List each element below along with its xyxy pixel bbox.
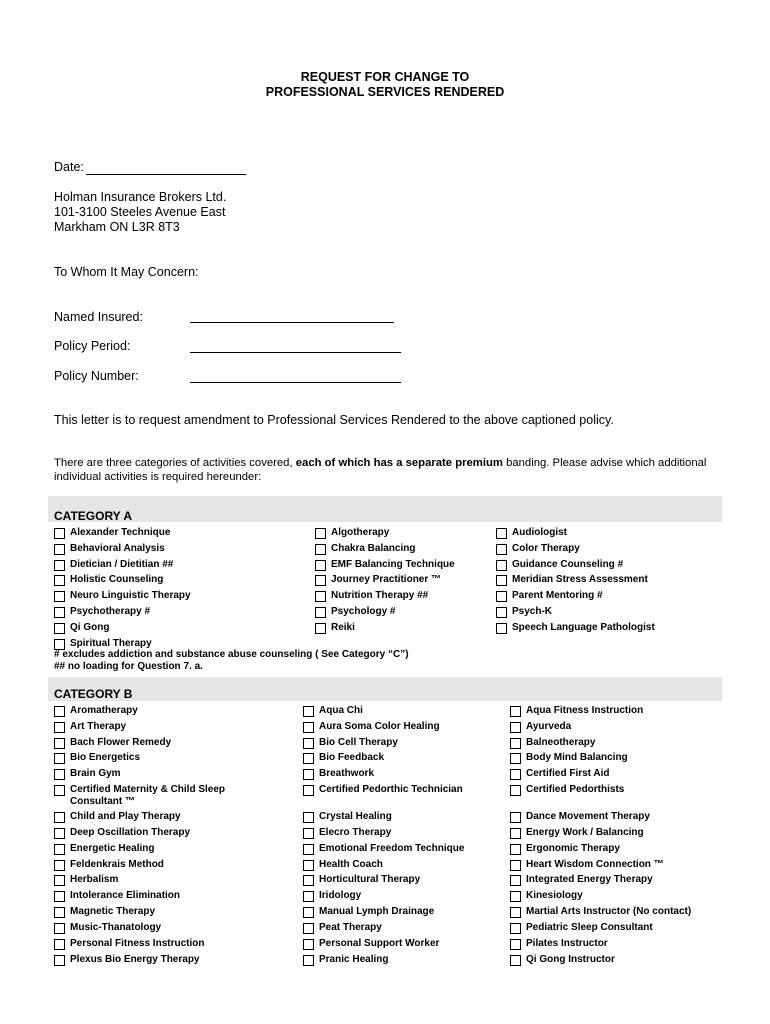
checkbox-label: Journey Practitioner ™ (331, 574, 442, 585)
checkbox[interactable] (303, 939, 314, 950)
checkbox-label: Herbalism (70, 874, 119, 885)
policy-period-field[interactable] (190, 352, 401, 353)
policy-number-label: Policy Number: (54, 369, 139, 383)
checkbox-label: Color Therapy (512, 543, 580, 554)
checkbox[interactable] (303, 891, 314, 902)
checkbox[interactable] (54, 607, 65, 618)
checkbox-item[interactable] (303, 843, 464, 854)
checkbox-label: Spiritual Therapy (70, 638, 152, 649)
checkbox-item[interactable] (510, 954, 615, 965)
checkbox-item[interactable] (496, 606, 552, 617)
checkbox-item[interactable] (303, 938, 439, 949)
checkbox-item[interactable] (303, 827, 391, 838)
checkbox-item[interactable] (54, 543, 165, 554)
document-title (0, 70, 770, 100)
checkbox-label: Personal Support Worker (319, 938, 440, 949)
checkbox-label: Energy Work / Balancing (526, 827, 644, 838)
checkbox-item[interactable] (510, 752, 628, 763)
checkbox[interactable] (54, 738, 65, 749)
checkbox-item[interactable] (510, 705, 643, 716)
checkbox-label: Breathwork (319, 768, 375, 779)
intro-bold: each of which has a separate premium (295, 457, 503, 469)
checkbox-label: Art Therapy (70, 721, 127, 732)
checkbox[interactable] (54, 891, 65, 902)
checkbox[interactable] (54, 875, 65, 886)
checkbox[interactable] (54, 907, 65, 918)
checkbox-item[interactable] (315, 590, 428, 601)
checkbox-item[interactable] (54, 811, 181, 822)
checkbox-label: Balneotherapy (526, 737, 596, 748)
checkbox-item[interactable] (303, 721, 440, 732)
checkbox-label: Reiki (331, 622, 355, 633)
policy-period-label: Policy Period: (54, 339, 131, 353)
checkbox[interactable] (510, 785, 521, 796)
checkbox-item[interactable] (496, 574, 648, 585)
checkbox[interactable] (54, 623, 65, 634)
checkbox-label: Horticultural Therapy (319, 874, 421, 885)
checkbox-label: Aqua Fitness Instruction (526, 705, 644, 716)
checkbox[interactable] (54, 955, 65, 966)
checkbox[interactable] (54, 828, 65, 839)
checkbox-label: Aura Soma Color Healing (319, 721, 440, 732)
checkbox-item[interactable] (54, 752, 140, 763)
checkbox-item[interactable] (54, 938, 204, 949)
checkbox-label: Kinesiology (526, 890, 583, 901)
checkbox[interactable] (510, 812, 521, 823)
checkbox-item[interactable] (496, 543, 580, 554)
policy-number-field[interactable] (190, 382, 401, 383)
checkbox-label: Child and Play Therapy (70, 811, 181, 822)
checkbox[interactable] (315, 607, 326, 618)
checkbox-label: Certified Pedorthists (526, 784, 625, 795)
category-a-note-2: ## no loading for Question 7. a. (54, 661, 203, 672)
checkbox[interactable] (510, 860, 521, 871)
checkbox-item[interactable] (315, 574, 441, 585)
checkbox-item[interactable] (315, 606, 395, 617)
checkbox[interactable] (303, 812, 314, 823)
checkbox[interactable] (54, 785, 65, 796)
checkbox[interactable] (496, 544, 507, 555)
checkbox[interactable] (510, 844, 521, 855)
checkbox-label: Pranic Healing (319, 954, 389, 965)
checkbox-label: Martial Arts Instructor (No contact) (526, 906, 692, 917)
checkbox-item[interactable] (510, 890, 583, 901)
checkbox[interactable] (510, 753, 521, 764)
checkbox-label: Crystal Healing (319, 811, 392, 822)
checkbox-label: Ergonomic Therapy (526, 843, 620, 854)
checkbox[interactable] (510, 907, 521, 918)
checkbox[interactable] (510, 828, 521, 839)
checkbox-label: Pilates Instructor (526, 938, 608, 949)
checkbox-label: Behavioral Analysis (70, 543, 165, 554)
checkbox[interactable] (303, 769, 314, 780)
checkbox-label: Heart Wisdom Connection ™ (526, 859, 664, 870)
checkbox[interactable] (496, 591, 507, 602)
checkbox[interactable] (510, 939, 521, 950)
checkbox[interactable] (54, 769, 65, 780)
checkbox-item[interactable] (54, 954, 200, 965)
named-insured-label: Named Insured: (54, 310, 143, 324)
checkbox-label: Neuro Linguistic Therapy (70, 590, 191, 601)
checkbox-label: Parent Mentoring # (512, 590, 603, 601)
checkbox-item[interactable] (54, 590, 191, 601)
checkbox-item[interactable] (315, 559, 455, 570)
checkbox-item[interactable] (510, 721, 571, 732)
checkbox-item[interactable] (54, 737, 171, 748)
checkbox-label: Peat Therapy (319, 922, 382, 933)
checkbox-label: Magnetic Therapy (70, 906, 156, 917)
checkbox-label: Ayurveda (526, 721, 572, 732)
salutation: To Whom It May Concern: (54, 265, 199, 279)
checkbox-item[interactable] (303, 954, 388, 965)
checkbox-item[interactable] (54, 606, 150, 617)
checkbox-item[interactable] (303, 859, 383, 870)
checkbox-item[interactable] (54, 622, 109, 633)
checkbox[interactable] (303, 907, 314, 918)
checkbox[interactable] (54, 722, 65, 733)
checkbox[interactable] (496, 528, 507, 539)
checkbox-item[interactable] (510, 784, 624, 795)
checkbox[interactable] (303, 844, 314, 855)
named-insured-field[interactable] (190, 322, 394, 323)
address-line-3: Markham ON L3R 8T3 (54, 220, 180, 234)
checkbox-label: Nutrition Therapy ## (331, 590, 429, 601)
checkbox-item[interactable] (54, 721, 126, 732)
category-a-note-1: # excludes addiction and substance abuse counseling ( See Category “C”) (54, 649, 409, 660)
checkbox-item[interactable] (303, 784, 463, 795)
checkbox-item[interactable] (303, 737, 398, 748)
checkbox[interactable] (303, 722, 314, 733)
checkbox-label: Dietician / Dietitian ## (70, 559, 174, 570)
category-a-band (48, 496, 722, 522)
title-line-1: REQUEST FOR CHANGE TO (300, 70, 470, 84)
checkbox[interactable] (315, 591, 326, 602)
checkbox[interactable] (315, 560, 326, 571)
checkbox-item[interactable] (54, 768, 121, 779)
address-line-2: 101-3100 Steeles Avenue East (54, 205, 226, 219)
checkbox-item[interactable] (303, 705, 363, 716)
checkbox[interactable] (303, 753, 314, 764)
checkbox-label: Certified Pedorthic Technician (319, 784, 463, 795)
checkbox-item[interactable] (510, 859, 664, 870)
checkbox-item[interactable] (303, 906, 434, 917)
checkbox[interactable] (303, 860, 314, 871)
checkbox[interactable] (315, 575, 326, 586)
checkbox-label: Plexus Bio Energy Therapy (70, 954, 200, 965)
intro-text-1: There are three categories of activities covered, (54, 457, 296, 469)
checkbox[interactable] (303, 785, 314, 796)
checkbox[interactable] (303, 738, 314, 749)
checkbox-label: Psych-K (512, 606, 553, 617)
checkbox-item[interactable] (303, 890, 361, 901)
checkbox-item[interactable] (303, 874, 420, 885)
checkbox[interactable] (496, 560, 507, 571)
checkbox-item[interactable] (510, 843, 620, 854)
checkbox-item[interactable] (315, 622, 355, 633)
checkbox-label: Dance Movement Therapy (526, 811, 650, 822)
checkbox-item[interactable] (303, 811, 392, 822)
checkbox[interactable] (303, 923, 314, 934)
checkbox-label: Energetic Healing (70, 843, 155, 854)
checkbox[interactable] (510, 875, 521, 886)
checkbox-label: Bach Flower Remedy (70, 737, 172, 748)
checkbox-item[interactable] (510, 811, 650, 822)
checkbox-label: Psychology # (331, 606, 396, 617)
checkbox-item[interactable] (303, 752, 384, 763)
checkbox-label: Deep Oscillation Therapy (70, 827, 191, 838)
checkbox-label: Meridian Stress Assessment (512, 574, 648, 585)
checkbox[interactable] (54, 939, 65, 950)
checkbox-label: Psychotherapy # (70, 606, 151, 617)
checkbox-item[interactable] (54, 784, 279, 808)
checkbox-label: Certified Maternity & Child Sleep Consultant ™ (70, 784, 226, 807)
checkbox-label: Health Coach (319, 859, 383, 870)
checkbox-label: Audiologist (512, 527, 567, 538)
checkbox-label: Speech Language Pathologist (512, 622, 655, 633)
checkbox[interactable] (303, 955, 314, 966)
checkbox[interactable] (510, 955, 521, 966)
checkbox[interactable] (496, 575, 507, 586)
checkbox[interactable] (303, 706, 314, 717)
category-b-title: CATEGORY B (54, 687, 133, 701)
date-field[interactable] (86, 174, 246, 175)
checkbox-item[interactable] (315, 527, 389, 538)
checkbox-label: Alexander Technique (70, 527, 171, 538)
checkbox-label: Qi Gong Instructor (526, 954, 615, 965)
checkbox-label: Manual Lymph Drainage (319, 906, 435, 917)
checkbox-item[interactable] (54, 559, 173, 570)
checkbox[interactable] (315, 623, 326, 634)
checkbox[interactable] (303, 875, 314, 886)
checkbox-label: EMF Balancing Technique (331, 559, 455, 570)
checkbox-item[interactable] (510, 768, 610, 779)
title-line-2: PROFESSIONAL SERVICES RENDERED (265, 85, 505, 99)
checkbox-label: Integrated Energy Therapy (526, 874, 653, 885)
checkbox-label: Emotional Freedom Technique (319, 843, 465, 854)
checkbox-item[interactable] (303, 922, 382, 933)
intro-paragraph (54, 456, 734, 484)
checkbox-item[interactable] (54, 638, 152, 649)
checkbox-item[interactable] (54, 874, 118, 885)
checkbox-item[interactable] (510, 827, 644, 838)
checkbox-label: Bio Cell Therapy (319, 737, 398, 748)
category-a-title: CATEGORY A (54, 509, 133, 523)
checkbox-label: Aqua Chi (319, 705, 363, 716)
checkbox[interactable] (510, 722, 521, 733)
checkbox-item[interactable] (510, 874, 653, 885)
checkbox[interactable] (496, 623, 507, 634)
checkbox-item[interactable] (510, 938, 608, 949)
checkbox[interactable] (54, 528, 65, 539)
category-b-band (48, 677, 722, 701)
checkbox-label: Personal Fitness Instruction (70, 938, 205, 949)
checkbox[interactable] (54, 812, 65, 823)
checkbox[interactable] (54, 860, 65, 871)
checkbox-item[interactable] (54, 574, 163, 585)
checkbox-label: Bio Energetics (70, 752, 141, 763)
checkbox-label: Aromatherapy (70, 705, 138, 716)
checkbox[interactable] (54, 591, 65, 602)
checkbox-label: Elecro Therapy (319, 827, 392, 838)
checkbox[interactable] (510, 769, 521, 780)
checkbox-label: Guidance Counseling # (512, 559, 624, 570)
checkbox[interactable] (315, 528, 326, 539)
checkbox-label: Body Mind Balancing (526, 752, 628, 763)
checkbox-item[interactable] (510, 922, 653, 933)
checkbox-item[interactable] (496, 622, 655, 633)
checkbox-item[interactable] (54, 890, 180, 901)
checkbox-item[interactable] (54, 906, 155, 917)
checkbox[interactable] (510, 923, 521, 934)
checkbox[interactable] (54, 753, 65, 764)
checkbox-label: Holistic Counseling (70, 574, 164, 585)
checkbox-label: Certified First Aid (526, 768, 610, 779)
checkbox-label: Iridology (319, 890, 362, 901)
checkbox-item[interactable] (510, 906, 691, 917)
checkbox-label: Brain Gym (70, 768, 121, 779)
checkbox[interactable] (303, 828, 314, 839)
checkbox-item[interactable] (54, 922, 161, 933)
checkbox-item[interactable] (54, 527, 170, 538)
date-label: Date: (54, 160, 84, 174)
checkbox[interactable] (510, 891, 521, 902)
checkbox-label: Bio Feedback (319, 752, 385, 763)
checkbox-label: Algotherapy (331, 527, 390, 538)
checkbox-item[interactable] (315, 543, 415, 554)
checkbox[interactable] (54, 544, 65, 555)
checkbox[interactable] (54, 844, 65, 855)
checkbox-item[interactable] (54, 827, 190, 838)
checkbox-item[interactable] (496, 527, 567, 538)
checkbox-label: Music-Thanatology (70, 922, 162, 933)
request-sentence: This letter is to request amendment to Professional Services Rendered to the above captioned policy. (54, 413, 614, 427)
checkbox[interactable] (54, 560, 65, 571)
checkbox-label: Qi Gong (70, 622, 110, 633)
checkbox[interactable] (54, 923, 65, 934)
checkbox-item[interactable] (303, 768, 374, 779)
checkbox-item[interactable] (496, 559, 623, 570)
intro-text-2: banding. Please advise which additional individual activities is required hereunder: (54, 457, 707, 483)
checkbox-item[interactable] (496, 590, 603, 601)
address-line-1: Holman Insurance Brokers Ltd. (54, 190, 227, 204)
checkbox[interactable] (510, 738, 521, 749)
checkbox-label: Pediatric Sleep Consultant (526, 922, 653, 933)
checkbox-item[interactable] (54, 859, 164, 870)
checkbox-label: Intolerance Elimination (70, 890, 181, 901)
checkbox-item[interactable] (54, 843, 154, 854)
checkbox-item[interactable] (510, 737, 595, 748)
checkbox[interactable] (54, 575, 65, 586)
checkbox[interactable] (315, 544, 326, 555)
checkbox-label: Chakra Balancing (331, 543, 416, 554)
checkbox-item[interactable] (54, 705, 138, 716)
checkbox[interactable] (54, 706, 65, 717)
checkbox-label: Feldenkrais Method (70, 859, 164, 870)
checkbox[interactable] (510, 706, 521, 717)
checkbox[interactable] (496, 607, 507, 618)
